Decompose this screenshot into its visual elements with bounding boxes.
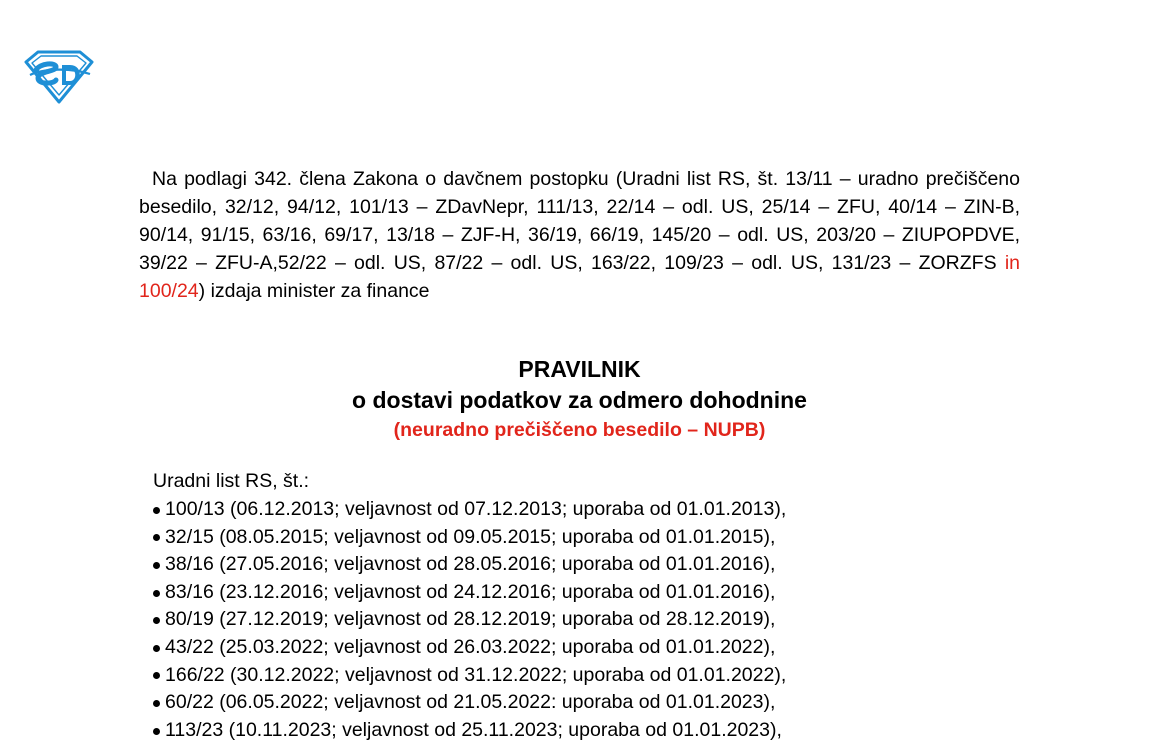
document-title: PRAVILNIK	[518, 356, 641, 382]
bullet-icon	[153, 672, 160, 679]
list-item	[153, 634, 786, 662]
bullet-icon	[153, 645, 160, 652]
list-item-text: 60/22 (06.05.2022; veljavnost od 21.05.2022: uporaba od 01.01.2023),	[165, 691, 776, 714]
bullet-icon	[153, 617, 160, 624]
sd-shield-logo-icon	[22, 48, 96, 104]
list-item	[153, 524, 786, 552]
intro-text: Na podlagi 342. člena Zakona o davčnem postopku (Uradni list RS, št. 13/11 – uradno prečiščeno besedilo, 32/12, 94/12, 101/13 – ZDavNepr, 111/13, 22/14 – odl. US, 25/14 – ZFU, 40/14 – ZIN-B, 90/14, 91/15, 63/16, 69/17, 13/18 – ZJF-H, 36/19, 66/19, 145/20 – odl. US, 203/20 – ZIUPOPDVE, 39/22 – ZFU-A,52/22 – odl. US, 87/22 – odl. US, 163/22, 109/23 – odl. US, 131/23 – ZORZFS	[139, 168, 1020, 274]
list-item	[153, 579, 786, 607]
list-item-text: 80/19 (27.12.2019; veljavnost od 28.12.2019; uporaba od 28.12.2019),	[165, 608, 776, 631]
list-item-text: 166/22 (30.12.2022; veljavnost od 31.12.2022; uporaba od 01.01.2022),	[165, 663, 787, 686]
list-item	[153, 551, 786, 579]
intro-highlight: in 100/24	[139, 252, 1020, 302]
bullet-icon	[153, 590, 160, 597]
list-item-text: 83/16 (23.12.2016; veljavnost od 24.12.2016; uporaba od 01.01.2016),	[165, 580, 776, 603]
bullet-icon	[153, 728, 160, 735]
list-item-text: 32/15 (08.05.2015; veljavnost od 09.05.2015; uporaba od 01.01.2015),	[165, 525, 776, 548]
bullet-icon	[153, 562, 160, 569]
bullet-icon	[153, 534, 160, 541]
list-item-text: 43/22 (25.03.2022; veljavnost od 26.03.2022; uporaba od 01.01.2022),	[165, 635, 776, 658]
list-item-text: 113/23 (10.11.2023; veljavnost od 25.11.2023; uporaba od 01.01.2023),	[165, 718, 782, 741]
list-item	[153, 496, 786, 524]
intro-text-end: ) izdaja minister za finance	[198, 280, 430, 302]
list-item	[153, 717, 786, 744]
gazette-list	[153, 496, 786, 744]
list-item	[153, 662, 786, 690]
list-item	[153, 606, 786, 634]
bullet-icon	[153, 700, 160, 707]
document-note: (neuradno prečiščeno besedilo – NUPB)	[393, 419, 766, 441]
list-item-text: 100/13 (06.12.2013; veljavnost od 07.12.2013; uporaba od 01.01.2013),	[165, 498, 787, 520]
gazette-label: Uradni list RS, št.:	[153, 470, 310, 492]
document-subtitle: o dostavi podatkov za odmero dohodnine	[352, 387, 807, 413]
list-item	[153, 689, 786, 717]
list-item-text: 38/16 (27.05.2016; veljavnost od 28.05.2016; uporaba od 01.01.2016),	[165, 553, 776, 576]
bullet-icon	[153, 507, 160, 514]
intro-paragraph	[139, 165, 1020, 305]
